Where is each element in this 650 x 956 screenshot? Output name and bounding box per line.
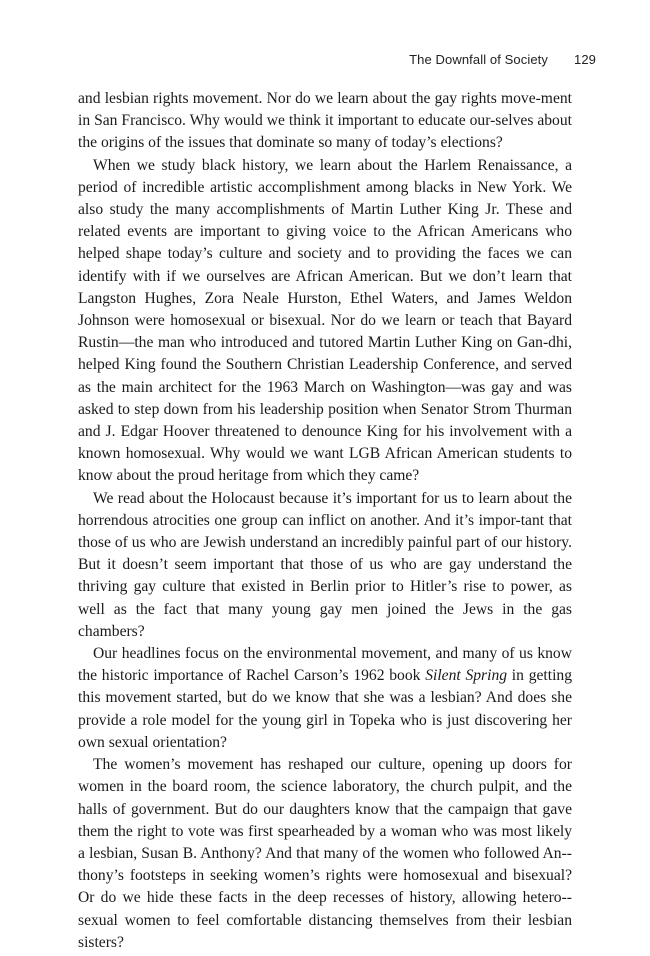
running-head	[409, 52, 596, 67]
paragraph-environmental	[78, 643, 572, 754]
paragraph-continuation	[78, 88, 572, 155]
page-number: 129	[574, 52, 596, 67]
running-title: The Downfall of Society	[409, 52, 548, 67]
body-text	[78, 88, 572, 954]
paragraph-text: and lesbian rights movement. Nor do we learn about the gay rights move-ment in San Francisco. Why would we think it important to educate our-selves about the origins of the issues that dominate so many of today’s elections?	[78, 90, 572, 152]
paragraph-text: We read about the Holocaust because it’s important for us to learn about the horrendous atrocities one group can inflict on another. And it’s impor-tant that those of us who are Jewish understand an incredibly painful part of our history. But it doesn’t seem important that those of us who are gay understand the thriving gay culture that existed in Berlin prior to Hitler’s rise to power, as well as the fact that many young gay men joined the Jews in the gas chambers?	[78, 489, 572, 640]
paragraph-black-history	[78, 155, 572, 488]
paragraph-holocaust	[78, 488, 572, 643]
paragraph-text: The women’s movement has reshaped our culture, opening up doors for women in the board room, the science laboratory, the church pulpit, and the halls of government. But do our daughters know that the campaign that gave them the right to vote was first spearheaded by a woman who was most likely a lesbian, Susan B. Anthony? And that many of the women who followed An-thony’s footsteps in seeking women’s rights were homosexual and bisexual? Or do we hide these facts in the deep recesses of history, allowing hetero-sexual women to feel comfortable distancing themselves from their lesbian sisters?	[78, 756, 572, 951]
book-title: Silent Spring	[425, 667, 508, 685]
paragraph-text: Our headlines focus on the environmental movement, and many of us know the historic importance of Rachel Carson’s 1962 book	[78, 645, 572, 685]
paragraph-text: When we study black history, we learn about the Harlem Renaissance, a period of incredible artistic accomplishment among blacks in New York. We also study the many accomplishments of Martin Luther King Jr. These and related events are important to giving voice to the African Americans who helped shape today’s culture and society and to providing the faces we can identify with if we ourselves are African American. But we don’t learn that Langston Hughes, Zora Neale Hurston, Ethel Waters, and James Weldon Johnson were homosexual or bisexual. Nor do we learn or teach that Bayard Rustin—the man who introduced and tutored Martin Luther King on Gan-dhi, helped King found the Southern Christian Leadership Conference, and served as the main architect for the 1963 March on Washington—was gay and was asked to step down from his leadership position when Senator Strom Thurman and J. Edgar Hoover threatened to denounce King for his involvement with a known homosexual. Why would we want LGB African American students to know about the proud heritage from which they came?	[78, 156, 572, 485]
paragraph-text: in getting this movement started, but do we know that she was a lesbian? And does she provide a role model for the young girl in Topeka who is just discovering her own sexual orientation?	[78, 667, 572, 751]
paragraph-womens-movement	[78, 754, 572, 954]
